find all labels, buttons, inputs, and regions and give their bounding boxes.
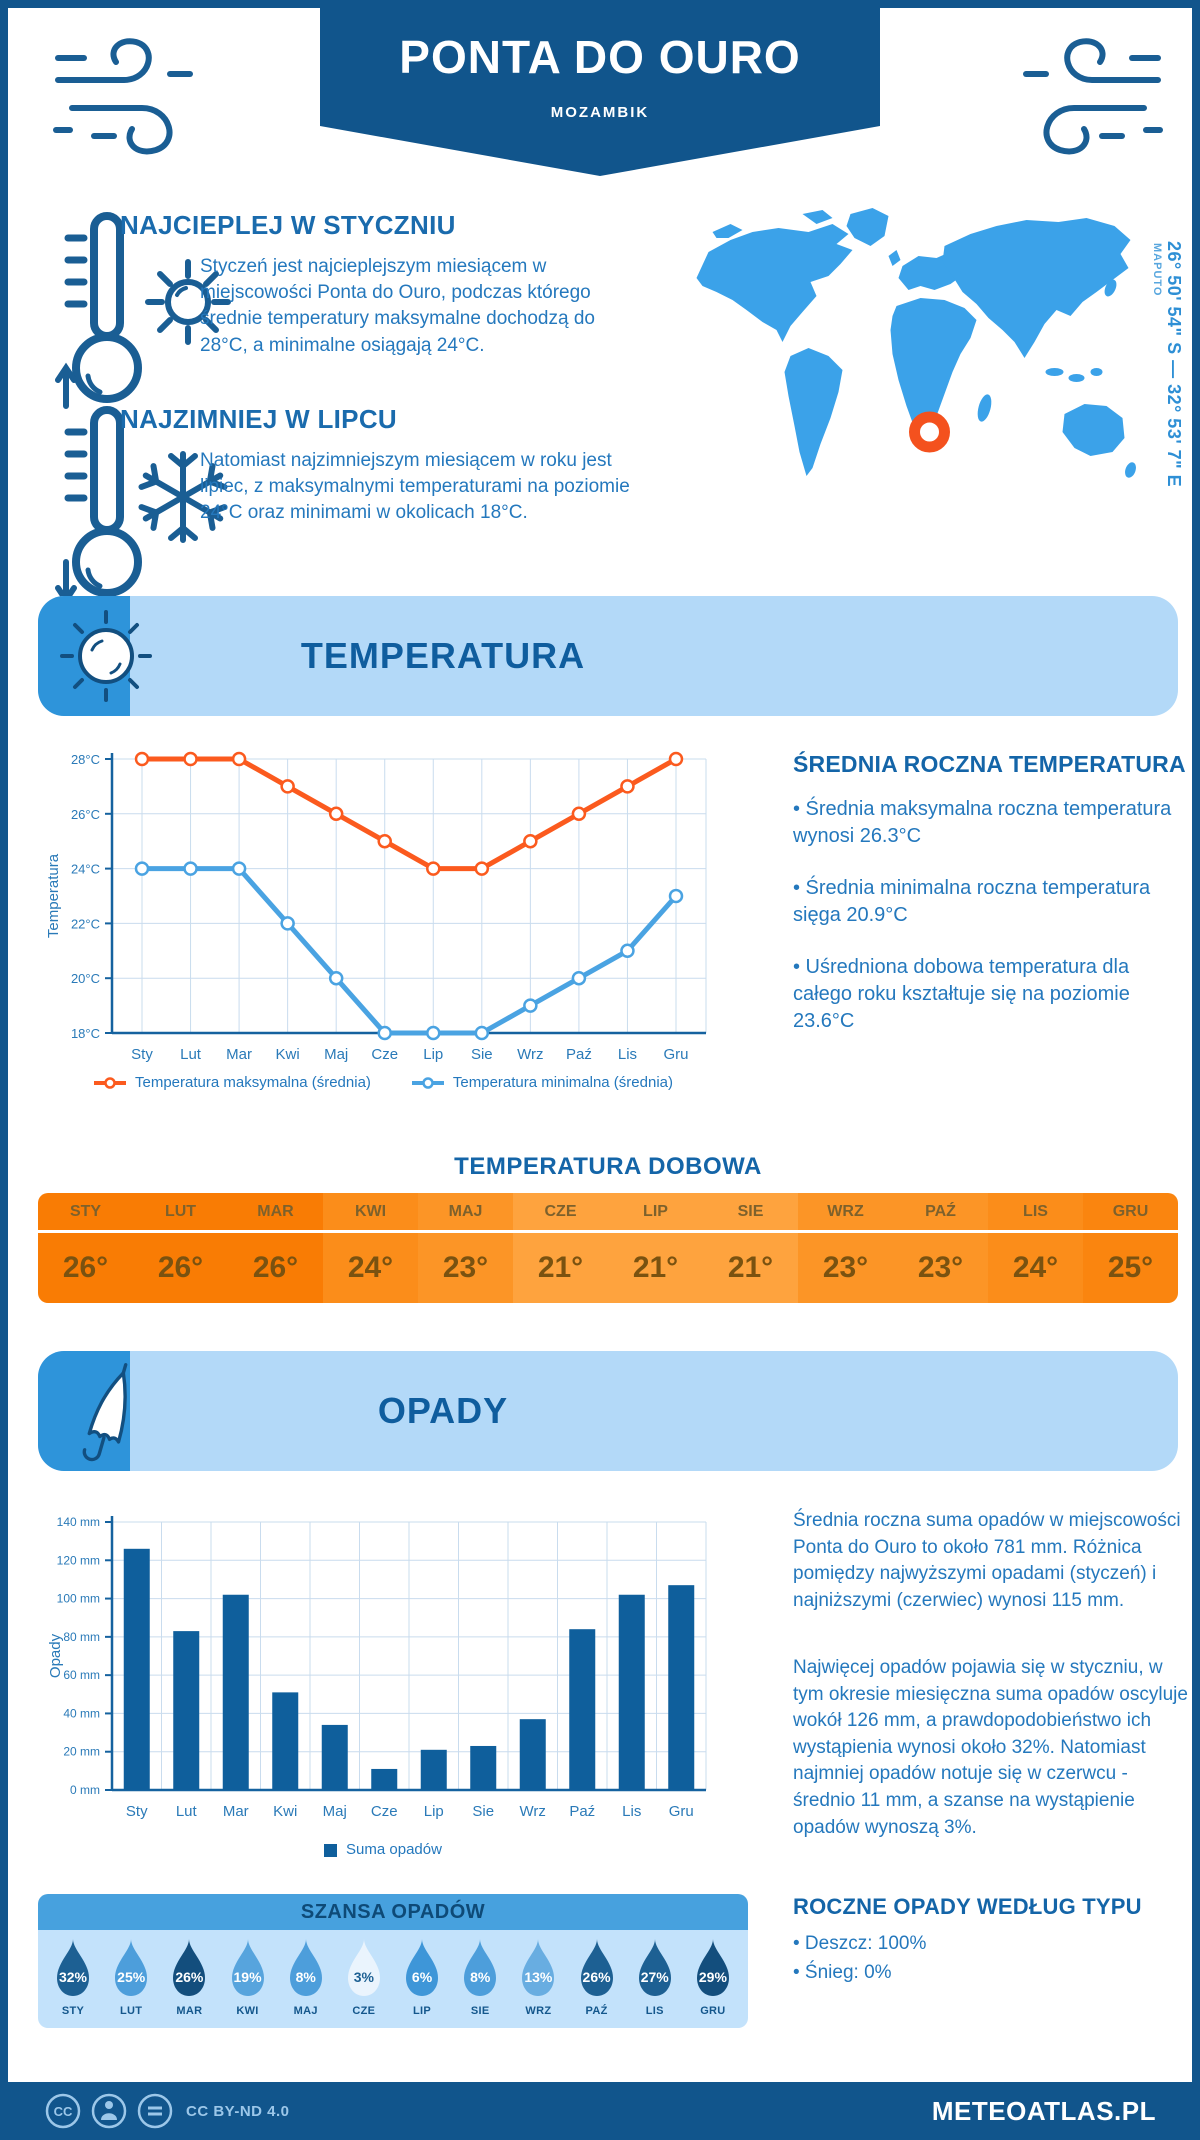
precip-type-bullet: • Śnieg: 0% (793, 1961, 892, 1983)
precipitation-chart-legend (38, 1841, 728, 1858)
daily-temp-value: 21° (537, 1251, 584, 1284)
daily-temp-value: 21° (632, 1251, 679, 1284)
precipitation-section-title: OPADY (377, 1390, 509, 1431)
svg-text:Mar: Mar (226, 1046, 253, 1063)
svg-text:Maj: Maj (324, 1046, 349, 1063)
droplet-icon (399, 1937, 445, 1999)
svg-text:Lip: Lip (423, 1046, 444, 1063)
svg-text:28°C: 28°C (70, 752, 100, 767)
daily-temp-column (703, 1193, 798, 1303)
temperature-section-title: TEMPERATURA (300, 635, 586, 676)
rain-chance-droplet (337, 1937, 391, 2028)
annual-temp-bullet: • Uśredniona dobowa temperatura dla całego roku kształtuje się na poziomie 23.6°C (793, 956, 1130, 1032)
rain-chance-panel (38, 1894, 748, 2028)
svg-text:Sty: Sty (131, 1046, 153, 1063)
rain-chance-percent: 27% (640, 1969, 669, 1985)
droplet-icon (574, 1937, 620, 1999)
svg-text:24°C: 24°C (70, 861, 100, 877)
svg-text:Sie: Sie (472, 1803, 495, 1820)
rain-chance-percent: 8% (295, 1969, 316, 1985)
droplet-icon (690, 1937, 736, 1999)
page-title: PONTA DO OURO (399, 31, 801, 83)
rain-chance-month: LIP (413, 2005, 432, 2017)
svg-text:Opady: Opady (47, 1633, 64, 1679)
map-coordinates: 26° 50' 54" S — 32° 53' 7" E (1164, 241, 1184, 488)
daily-temp-column (418, 1193, 513, 1303)
cc-license-icons (44, 2092, 174, 2130)
svg-text:Lis: Lis (617, 1046, 638, 1063)
rain-chance-month: MAJ (293, 2005, 318, 2017)
daily-temp-column (798, 1193, 893, 1303)
daily-temp-month: CZE (513, 1193, 608, 1233)
rain-chance-title: SZANSA OPADÓW (38, 1894, 748, 1930)
daily-temp-column (228, 1193, 323, 1303)
svg-text:CC: CC (53, 2104, 73, 2119)
cold-section-text: Natomiast najzimniejszym miesiącem w roku jest lipiec, z maksymalnymi temperaturami na poziomie 24°C oraz minimami w okolicach 18°C. (200, 450, 630, 524)
svg-text:Lip: Lip (423, 1803, 444, 1820)
svg-text:Gru: Gru (663, 1046, 689, 1063)
legend-label: Temperatura minimalna (średnia) (452, 1074, 673, 1091)
svg-text:18°C: 18°C (70, 1026, 100, 1041)
rain-chance-month: WRZ (525, 2005, 552, 2017)
rain-chance-percent: 25% (117, 1969, 146, 1985)
svg-text:Paź: Paź (565, 1046, 592, 1063)
rain-chance-month: PAŹ (585, 2005, 608, 2017)
site-name: METEOATLAS.PL (931, 2095, 1156, 2126)
rain-chance-month: LUT (120, 2005, 143, 2017)
precipitation-paragraph: Najwięcej opadów pojawia się w styczniu, w tym okresie miesięczna suma opadów oscyluje wokół 126 mm, a prawdopodobieństwo ich wystąpienia wynosi około 32%. Natomiast najmniej opadów notuje się w czerwcu - średnio 11 mm, a szanse na wystąpienie opadów wynoszą 3%. (793, 1657, 1188, 1838)
droplet-icon (632, 1937, 678, 1999)
annual-temperature-heading: ŚREDNIA ROCZNA TEMPERATURA (793, 751, 1186, 777)
svg-text:Temperatura: Temperatura (45, 853, 62, 939)
svg-text:140 mm: 140 mm (56, 1515, 100, 1529)
wind-icon (50, 30, 210, 170)
daily-temp-column (1083, 1193, 1178, 1303)
rain-chance-percent: 3% (353, 1969, 374, 1985)
svg-text:Wrz: Wrz (519, 1803, 546, 1820)
daily-temp-column (608, 1193, 703, 1303)
daily-temp-value: 24° (347, 1251, 394, 1284)
precip-type-bullet: • Deszcz: 100% (793, 1933, 927, 1954)
cc-nd-icon (136, 2092, 174, 2130)
rain-chance-percent: 8% (470, 1969, 491, 1985)
daily-temp-value: 21° (727, 1251, 774, 1284)
rain-chance-droplet (511, 1937, 565, 2028)
svg-text:Sty: Sty (125, 1803, 148, 1820)
daily-temp-column (323, 1193, 418, 1303)
precipitation-paragraph: Średnia roczna suma opadów w miejscowości Ponta do Ouro to około 781 mm. Różnica pomiędzy najwyższymi opadami (styczeń) i najniższymi (czerwiec) wynosi 115 mm. (793, 1510, 1181, 1611)
bar-legend-swatch (324, 1844, 337, 1857)
bar-legend-label: Suma opadów (346, 1841, 442, 1858)
footer (8, 2082, 1192, 2140)
rain-chance-droplet (395, 1937, 449, 2028)
legend-item (411, 1074, 673, 1091)
rain-chance-percent: 32% (58, 1969, 88, 1985)
daily-temp-value: 25° (1107, 1251, 1154, 1284)
daily-temp-value: 26° (62, 1251, 109, 1284)
rain-chance-month: MAR (176, 2005, 203, 2017)
daily-temp-column (988, 1193, 1083, 1303)
annual-temp-bullet: • Średnia maksymalna roczna temperatura wynosi 26.3°C (793, 798, 1172, 847)
daily-temp-value: 23° (822, 1251, 869, 1284)
droplet-icon (457, 1937, 503, 1999)
droplet-icon (166, 1937, 212, 1999)
rain-chance-percent: 29% (698, 1969, 727, 1985)
temperature-line-chart (38, 741, 728, 1076)
rain-chance-month: CZE (352, 2005, 376, 2017)
rain-chance-month: STY (61, 2005, 85, 2017)
precipitation-bar-chart (38, 1502, 728, 1837)
rain-chance-percent: 26% (582, 1969, 611, 1985)
rain-chance-droplet (221, 1937, 275, 2028)
droplet-icon (283, 1937, 329, 1999)
svg-text:Maj: Maj (322, 1803, 347, 1820)
svg-text:Sie: Sie (470, 1046, 493, 1063)
daily-temp-column (513, 1193, 608, 1303)
svg-text:0 mm: 0 mm (70, 1783, 100, 1797)
daily-temp-month: MAJ (418, 1193, 513, 1233)
daily-temp-month: LUT (133, 1193, 228, 1233)
svg-text:26°C: 26°C (70, 806, 100, 822)
rain-chance-percent: 13% (524, 1969, 553, 1985)
annual-temp-bullet: • Średnia minimalna roczna temperatura sięga 20.9°C (793, 877, 1151, 926)
rain-chance-droplets (38, 1930, 748, 2028)
temperature-section-banner (38, 596, 1178, 716)
rain-chance-droplet (104, 1937, 158, 2028)
svg-text:22°C: 22°C (70, 916, 100, 932)
world-map (680, 180, 1145, 515)
svg-text:40 mm: 40 mm (63, 1706, 100, 1721)
map-coordinates-block (1134, 241, 1184, 521)
legend-item (93, 1074, 371, 1091)
rain-chance-droplet (686, 1937, 740, 2028)
daily-temp-month: KWI (323, 1193, 418, 1233)
rain-chance-percent: 19% (233, 1969, 262, 1985)
series-max (136, 863, 682, 1039)
daily-temperature-table (38, 1193, 1178, 1303)
rain-chance-droplet (453, 1937, 507, 2028)
svg-text:Lut: Lut (175, 1803, 197, 1820)
daily-temperature-heading: TEMPERATURA DOBOWA (454, 1153, 762, 1180)
svg-text:20 mm: 20 mm (63, 1744, 100, 1759)
daily-temp-month: STY (38, 1193, 133, 1233)
daily-temp-month: WRZ (798, 1193, 893, 1233)
svg-text:100 mm: 100 mm (56, 1591, 100, 1606)
droplet-icon (108, 1937, 154, 1999)
daily-temp-month: LIS (988, 1193, 1083, 1233)
precipitation-type-bullets (793, 1930, 1193, 1987)
daily-temp-value: 26° (157, 1251, 204, 1284)
cold-section-title: NAJZIMNIEJ W LIPCU (120, 404, 397, 434)
annual-temperature-bullets (793, 796, 1193, 1060)
daily-temp-column (38, 1193, 133, 1303)
svg-text:Paź: Paź (569, 1803, 596, 1820)
svg-text:Wrz: Wrz (517, 1046, 544, 1063)
daily-temp-column (893, 1193, 988, 1303)
svg-text:Cze: Cze (371, 1046, 399, 1063)
svg-text:Cze: Cze (370, 1803, 398, 1820)
droplet-icon (515, 1937, 561, 1999)
svg-text:Mar: Mar (222, 1803, 249, 1820)
daily-temp-month: LIP (608, 1193, 703, 1233)
rain-chance-droplet (162, 1937, 216, 2028)
daily-temp-month: GRU (1083, 1193, 1178, 1233)
warm-section-title: NAJCIEPLEJ W STYCZNIU (120, 210, 456, 240)
precipitation-type-heading: ROCZNE OPADY WEDŁUG TYPU (793, 1894, 1142, 1919)
rain-chance-droplet (628, 1937, 682, 2028)
rain-chance-month: SIE (470, 2005, 490, 2017)
warm-section-text: Styczeń jest najcieplejszym miesiącem w miejscowości Ponta do Ouro, podczas którego średnie temperatury maksymalne dochodzą do 28°C, a minimalne osiągają 24°C. (200, 256, 595, 356)
daily-temp-column (133, 1193, 228, 1303)
droplet-icon (341, 1937, 387, 1999)
daily-temp-month: SIE (703, 1193, 798, 1233)
daily-temp-value: 26° (252, 1251, 299, 1284)
daily-temp-month: MAR (228, 1193, 323, 1233)
daily-temp-value: 23° (442, 1251, 489, 1284)
svg-text:Lut: Lut (180, 1046, 201, 1063)
rain-chance-droplet (570, 1937, 624, 2028)
droplet-icon (225, 1937, 271, 1999)
svg-text:Kwi: Kwi (275, 1046, 300, 1063)
daily-temp-month: PAŹ (893, 1193, 988, 1233)
daily-temp-value: 24° (1012, 1251, 1059, 1284)
svg-text:120 mm: 120 mm (56, 1553, 100, 1568)
rain-chance-month: LIS (645, 2005, 664, 2017)
svg-text:Kwi: Kwi (273, 1803, 298, 1820)
rain-chance-droplet (46, 1937, 100, 2028)
cc-icon (44, 2092, 82, 2130)
rain-chance-month: GRU (700, 2005, 726, 2017)
rain-chance-percent: 6% (411, 1969, 433, 1985)
svg-text:Gru: Gru (668, 1803, 694, 1820)
cc-person-icon (90, 2092, 128, 2130)
svg-text:60 mm: 60 mm (63, 1668, 100, 1683)
page-subtitle: MOZAMBIK (550, 104, 650, 121)
svg-text:80 mm: 80 mm (63, 1629, 100, 1644)
wind-icon (1006, 30, 1166, 170)
precipitation-section-banner (38, 1351, 1178, 1471)
rain-chance-droplet (279, 1937, 333, 2028)
map-city-label: MAPUTO (1151, 243, 1163, 297)
temperature-chart-legend (38, 1074, 728, 1091)
location-marker-icon (915, 417, 945, 447)
daily-temp-value: 23° (917, 1251, 964, 1284)
rain-chance-percent: 26% (175, 1969, 204, 1985)
legend-label: Temperatura maksymalna (średnia) (134, 1074, 371, 1091)
svg-text:20°C: 20°C (70, 971, 100, 987)
rain-chance-month: KWI (236, 2005, 259, 2017)
droplet-icon (50, 1937, 96, 1999)
legend-item (324, 1841, 442, 1858)
svg-text:Lis: Lis (622, 1803, 642, 1820)
license-label: CC BY-ND 4.0 (186, 2102, 290, 2120)
